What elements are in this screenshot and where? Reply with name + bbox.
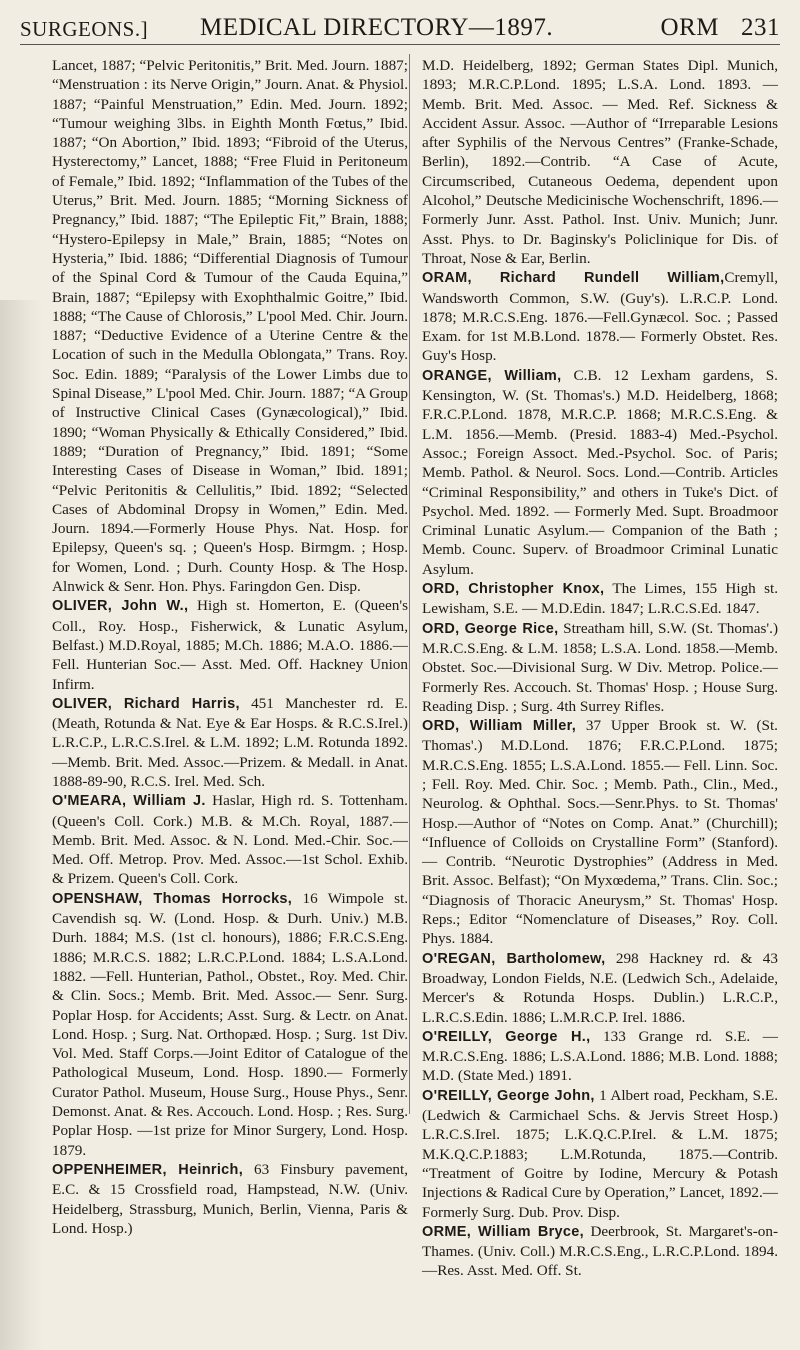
directory-entry [52,694,408,791]
entry-name: O'REGAN, Bartholomew, [422,950,606,967]
entry-text: 63 Finsbury pavement, E.C. & 15 Crossfield road, Hampstead, N.W. (Univ. Heidelberg, Strassburg, Munich, Berlin, Vienna, Paris & Lond. Hosp.) [52,1160,409,1237]
entry-text: 298 Hackney rd. & 43 Broadway, London Fields, N.E. (Ledwich Sch., Adelaide, Mercer's & Rotunda Hosps. Dublin.) L.R.C.P., L.R.C.S.Edin. 1886; L.M.R.C.P. Irel. 1886. [422,949,778,1026]
directory-entry [422,268,778,365]
entry-name: OPENSHAW, Thomas Horrocks, [52,890,293,907]
directory-entry [52,1160,408,1238]
entry-name: OLIVER, John W., [52,598,189,615]
directory-entry [422,716,778,949]
directory-entry [422,1027,778,1086]
entry-text: M.D. Heidelberg, 1892; German States Dipl. Munich, 1893; M.R.C.P.Lond. 1895; L.S.A. Lond. 1893. — Memb. Brit. Med. Assoc. — Med. Ref. Sickness & Accident Assur. Assoc. —Author of “Irreparable Lesions after Syphilis of the Nervous Centres” (Franke-Schade, Berlin), 1892.—Contrib. “A Case of Acute, Circumscribed, Cutaneous Oedema, dependent upon Alcohol,” Deutsche Medicinische Wochenschrift, 1896.—Formerly Junr. Asst. Pathol. Inst. Univ. Munich; Junr. Asst. Phys. to Dr. Baginsky's Policlinique for Dis. of Throat, Nose & Ear, Berlin. [422,57,778,267]
entry-text: Streatham hill, S.W. (St. Thomas'.) M.R.C.S.Eng. & L.M. 1858; L.S.A. Lond. 1858.—Memb. Obstet. Soc.—Divisional Surg. W Div. Metrop. Police.—Formerly Res. Accouch. St. Thomas' Hosp. ; House Surg. Reading Disp. ; Surg. 4th Surrey Rifles. [422,619,779,715]
entry-text: Cremyll, Wandsworth Common, S.W. (Guy's). L.R.C.P. Lond. 1878; M.R.C.S.Eng. 1876.—Fell.Gynæcol. Soc. ; Passed Exam. for 1st M.B.Lond. 1878.— Formerly Obstet. Res. Guy's Hosp. [422,269,778,365]
entry-text: Haslar, High rd. S. Tottenham. (Queen's Coll. Cork.) M.B. & M.Ch. Royal, 1887.—Memb. Brit. Med. Assoc. & N. Lond. Med.-Chir. Soc.—Med. Off. Metrop. Prov. Med. Assoc.—1st Schol. Exhib. & Prizem. Queen's Coll. Cork. [52,792,408,888]
directory-entry [422,949,778,1027]
entry-text: 37 Upper Brook st. W. (St. Thomas'.) M.D.Lond. 1876; F.R.C.P.Lond. 1875; M.R.C.S.Eng. 1855; L.S.A.Lond. 1855.— Fell. Linn. Soc. ; Fell. Roy. Med. Chir. Soc. ; Memb. Path., Clin., Med., Neurolog. & Ophthal. Socs.—Senr.Phys. to St. Thomas' Hosp.—Author of “Notes on Comp. Anat.” (Churchill); “Influence of Colloids on Crystalline Form” (Stanford). — Contrib. “Neurotic Dystrophies” (Address in Med. Brit. Assoc. Belfast); “On Myxœdema,” Trans. Clin. Soc.; “Diagnosis of Thoracic Aneurysm,” St. Thomas' Hosp. Reps.; Editor “Nomenclature of Diseases,” Roy. Coll. Phys. 1884. [422,717,778,948]
page-gutter-shadow [0,300,44,1350]
entry-name: O'REILLY, George John, [422,1087,595,1104]
directory-entry [52,596,408,693]
page-number: 231 [741,14,780,41]
entry-text: 1 Albert road, Peckham, S.E. (Ledwich & Carmichael Schs. & Jervis Street Hosp.) L.R.C.S.Irel. 1875; L.K.Q.C.P.Irel. & L.M. 1875; M.K.Q.C.P.1883; L.M.Rotunda, 1875.—Contrib. “Treatment of Goitre by Iodine, Mercury & Potash Injections & Radical Cure by Operation,” Lancet, 1892.— Formerly Surg. Dub. Prov. Disp. [422,1086,778,1221]
header-right [661,14,780,42]
directory-entry [422,1222,778,1281]
entry-name: ORANGE, William, [422,367,562,384]
entry-name: ORD, George Rice, [422,620,559,637]
entry-name: ORME, William Bryce, [422,1223,584,1240]
entry-text: C.B. 12 Lexham gardens, S. Kensington, W. (St. Thomas's.) M.D. Heidelberg, 1868; F.R.C.P.Lond. 1878, M.R.C.P. 1868; M.R.C.S.Eng. & L.M. 1856.—Memb. (Presid. 1883-4) Med.-Psychol. Assoc.; Foreign Assoct. Med.-Psychol. Soc. of Paris; Memb. Pathol. & Neurol. Socs. Lond.—Contrib. Articles “Criminal Responsibility,” and others in Tuke's Dict. of Psychol. Med. 1892. — Formerly Med. Supt. Broadmoor Criminal Lunatic Asylum.— Companion of the Bath ; Memb. Counc. Superv. of Broadmoor Criminal Lunatic Asylum. [422,366,778,578]
directory-entry [52,56,408,596]
entry-text: High st. Homerton, E. (Queen's Coll., Roy. Hosp., Fisherwick, & Lunatic Asylum, Belfast.) M.D.Royal, 1885; M.Ch. 1886; M.A.O. 1886.—Fell. Hunterian Soc.— Asst. Med. Off. Hackney Union Infirm. [52,597,408,693]
header-guide-word: ORM [660,14,719,41]
entry-name: OLIVER, Richard Harris, [52,695,240,712]
left-column [52,56,408,1238]
entry-text: Lancet, 1887; “Pelvic Peritonitis,” Brit. Med. Journ. 1887; “Menstruation : its Nerve Origin,” Journ. Anat. & Physiol. 1887; “Painful Menstruation,” Edin. Med. Journ. 1892; “Tumour weighing 3lbs. in Eighth Month Fœtus,” Ibid. 1887; “On Abortion,” Ibid. 1893; “Fibroid of the Uterus, Hysterectomy,” Lancet, 1888; “Free Fluid in Peritoneum of Female,” Ibid. 1892; “Inflammation of the Tubes of the Uterus,” Brit. Med. Journ. 1885; “Morning Sickness of Pregnancy,” Ibid. 1887; “The Epileptic Fit,” Brain, 1888; “Hystero-Epilepsy in Male,” Brain, 1885; “Notes on Hysteria,” Ibid. 1886; “Differential Diagnosis of Tumour of the Spinal Cord & Tumour of the Cauda Equina,” Brain, 1887; “Epilepsy with Exophthalmic Goitre,” Ibid. 1888; “The Cause of Chlorosis,” L'pool Med. Chir. Journ. 1887; “Deductive Evidence of a Uterine Centre & the Location of such in the Medulla Oblongata,” Trans. Roy. Soc. Edin. 1889; “Paralysis of the Lower Limbs due to Spinal Disease,” L'pool Med. Chir. Journ. 1887; “A Group of Instructive Clinical Cases (Gynæcological),” Ibid. 1890; “Woman Physically & Ethically Considered,” Ibid. 1889; “Duration of Pregnancy,” Ibid. 1891; “Some Interesting Cases of Disease in Woman,” Ibid. 1891; “Pelvic Peritonitis & Cellulitis,” Ibid. 1892; “Selected Cases of Abdominal Dropsy in Women,” Edin. Med. Journ. 1894.—Formerly House Phys. Nat. Hosp. for Epilepsy, Queen's sq. ; Queen's Hosp. Birmgm. ; Hosp. for Women, Lond. ; Durh. County Hosp. & The Hosp. Alnwick & Senr. Hon. Phys. Faringdon Gen. Disp. [52,57,408,596]
entry-text: 451 Manchester rd. E. (Meath, Rotunda & Nat. Eye & Ear Hosps. & R.C.S.Irel.) L.R.C.P., L.R.C.S.Irel. & L.M. 1892; L.M. Rotunda 1892.—Memb. Brit. Med. Assoc.—Prizem. & Medall. in Anat. 1888-89-90, R.C.S. Irel. Med. Sch. [52,694,408,790]
entry-name: ORD, William Miller, [422,718,577,735]
entry-name: ORD, Christopher Knox, [422,581,605,598]
entry-name: O'MEARA, William J. [52,793,206,810]
directory-entry [422,1086,778,1222]
running-header [20,14,780,45]
entry-text: Deerbrook, St. Margaret's-on-Thames. (Univ. Coll.) M.R.C.S.Eng., L.R.C.P.Lond. 1894.—Res. Asst. Med. Off. St. [422,1222,778,1280]
entry-text: 16 Wimpole st. Cavendish sq. W. (Lond. Hosp. & Durh. Univ.) M.B. Durh. 1884; M.S. (1st cl. honours), 1886; F.R.C.S.Eng. 1886; M.R.C.S. 1882; L.R.C.P.Lond. 1884; L.S.A.Lond. 1882. —Fell. Hunterian, Pathol., Obstet., Roy. Med. Chir. & Clin. Socs.; Memb. Brit. Med. Assoc.— Senr. Surg. Poplar Hosp. for Accidents; Asst. Surg. & Lectr. on Anat. Lond. Hosp. ; Surg. Nat. Orthopæd. Hosp. ; Surg. 1st Div. Vol. Med. Staff Corps.—Joint Editor of Catalogue of the Pathological Museum, Lond. Hosp. 1890.— Formerly Curator Pathol. Museum, House Surg., House Phys., Senr. Demonst. Anat. & Res. Accouch. Lond. Hosp. ; Res. Surg. Poplar Hosp. —1st prize for Minor Surgery, Lond. Hosp. 1879. [52,889,408,1159]
entry-text: The Limes, 155 High st. Lewisham, S.E. — M.D.Edin. 1847; L.R.C.S.Ed. 1847. [422,580,778,618]
right-column [422,56,778,1281]
directory-entry [422,366,778,579]
header-title: MEDICAL DIRECTORY—1897. [200,14,554,41]
directory-entry [52,889,408,1160]
entry-name: O'REILLY, George H., [422,1028,591,1045]
entry-name: OPPENHEIMER, Heinrich, [52,1161,244,1178]
entry-name: ORAM, Richard Rundell William, [422,270,725,287]
header-section: SURGEONS.] [20,17,149,41]
directory-entry [422,619,778,716]
column-divider [409,54,410,1114]
entry-text: 133 Grange rd. S.E. —M.R.C.S.Eng. 1886; L.S.A.Lond. 1886; M.B. Lond. 1888; M.D. (State Med.) 1891. [422,1027,778,1085]
directory-entry [422,56,778,268]
directory-entry [422,579,778,619]
directory-entry [52,791,408,888]
